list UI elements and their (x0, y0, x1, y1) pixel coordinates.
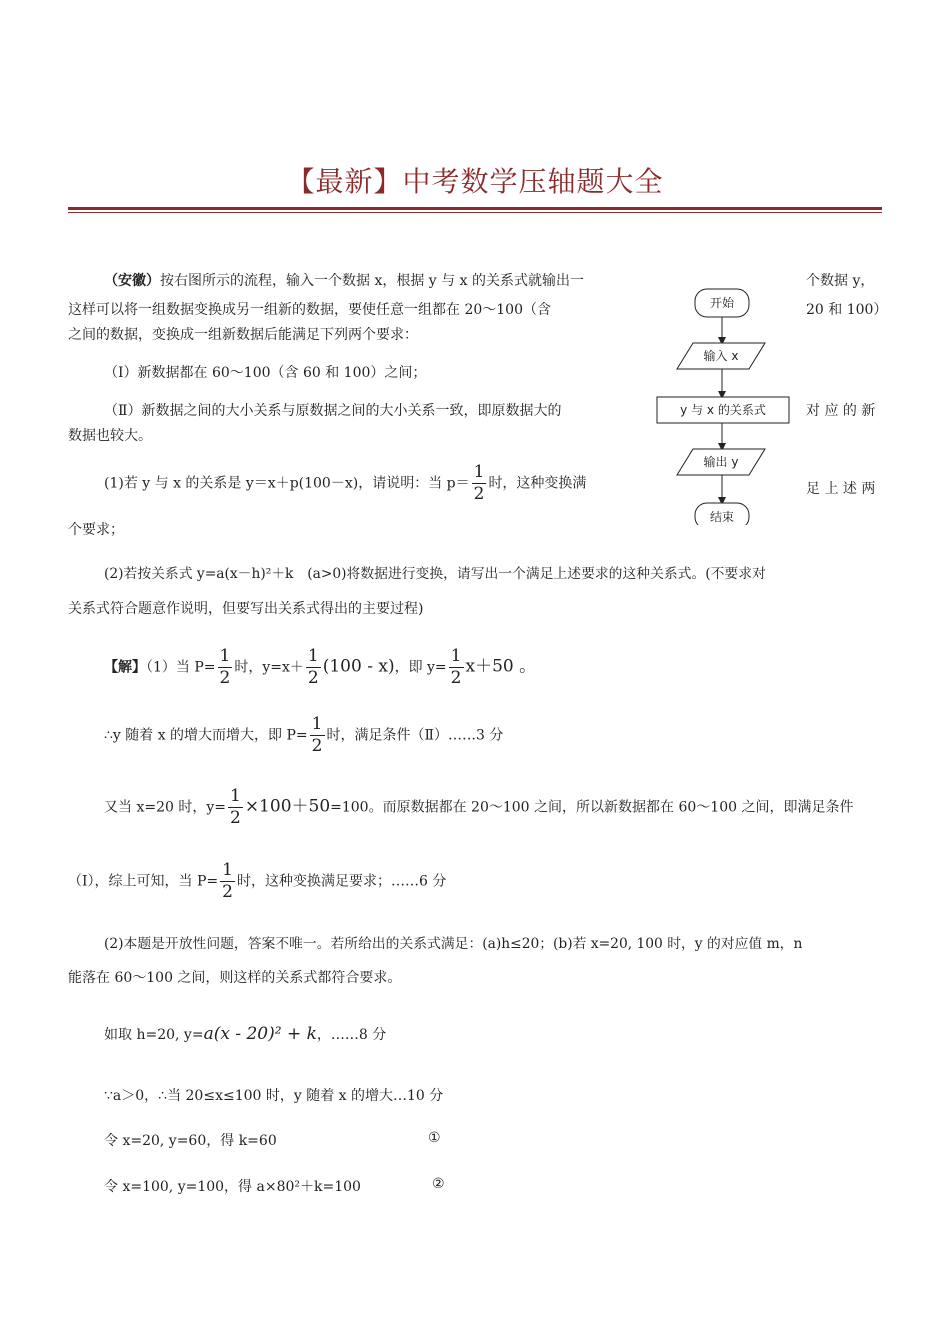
flowchart-start-label: 开始 (709, 296, 735, 310)
flowchart-output-label: 输出 y (703, 455, 739, 469)
fraction-one-half: $\frac{1}{2}$ (219, 646, 231, 688)
document-title: 【最新】中考数学压轴题大全 (286, 165, 664, 198)
question-1-right: 足 上 述 两 (806, 481, 876, 497)
problem-line-2: 这样可以将一组数据变换成另一组新的数据，要使任意一组都在 20～100（含 (68, 302, 551, 318)
solution-line-2: ∴y 随着 x 的增大而增大，即 P= $\frac{1}{2}$ 时，满足条件（Ⅱ）……3 分 (104, 714, 504, 756)
flowchart-end-label: 结束 (709, 510, 735, 524)
equation-marker-1: ① (428, 1130, 441, 1146)
fraction-one-half: $\frac{1}{2}$ (473, 462, 485, 504)
solution-line-8: 令 x=20, y=60，得 k=60 (104, 1133, 277, 1149)
problem-line-2-right: 20 和 100） (806, 302, 888, 318)
solution-line-9: 令 x=100, y=100，得 a×80²＋k=100 (104, 1179, 361, 1195)
solution-line-4: （Ⅰ），综上可知，当 P= $\frac{1}{2}$ 时，这种变换满足要求；……6 分 (68, 860, 447, 902)
title-rule-thick (68, 207, 882, 210)
solution-label: 【解】 (104, 659, 146, 676)
solution-line-5: (2)本题是开放性问题，答案不唯一。若所给出的关系式满足：(a)h≤20；(b)若 x=20, 100 时，y 的对应值 m，n (104, 936, 803, 952)
solution-line-3: 又当 x=20 时，y= $\frac{1}{2}$ ×100＋50=100。而原数据都在 20～100 之间，所以新数据都在 60～100 之间，即满足条件 (104, 786, 854, 828)
question-2: (2)若按关系式 y=a(x－h)²＋k (a>0)将数据进行变换，请写出一个满足上述要求的这种关系式。(不要求对 (104, 566, 766, 582)
question-1-cont: 个要求； (68, 522, 124, 538)
question-1: (1)若 y 与 x 的关系是 y＝x＋p(100－x)，请说明：当 p＝ $\frac{1}{2}$ 时，这种变换满 (104, 462, 587, 504)
solution-line-5-cont: 能落在 60～100 之间，则这样的关系式都符合要求。 (68, 970, 402, 986)
problem-line-1 (104, 270, 584, 290)
equation-marker-2: ② (432, 1176, 445, 1192)
title-rule-thin (68, 212, 882, 213)
problem-text: 按右图所示的流程，输入一个数据 x，根据 y 与 x 的关系式就输出一 (160, 273, 584, 289)
flowchart (655, 285, 795, 525)
solution-line-1: 【解】（1）当 P= $\frac{1}{2}$ 时，y=x＋ $\frac{1}{2}$ (100 - x)，即 y= $\frac{1}{2}$ x＋50 。 (104, 646, 537, 688)
requirement-2: （Ⅱ）新数据之间的大小关系与原数据之间的大小关系一致，即原数据大的 (104, 403, 562, 419)
flowchart-process-label: y 与 x 的关系式 (680, 403, 766, 417)
fraction-one-half: $\frac{1}{2}$ (450, 646, 462, 688)
problem-source: （安徽） (104, 273, 160, 289)
requirement-2-cont: 数据也较大。 (68, 428, 152, 444)
problem-line-1-right: 个数据 y， (806, 273, 875, 289)
fraction-one-half: $\frac{1}{2}$ (311, 714, 323, 756)
problem-line-3: 之间的数据，变换成一组新数据后能满足下列两个要求： (68, 327, 418, 343)
flowchart-input-label: 输入 x (703, 349, 739, 363)
requirement-1: （Ⅰ）新数据都在 60～100（含 60 和 100）之间； (104, 365, 427, 381)
solution-line-6: 如取 h=20, y=a(x - 20)² + k，……8 分 (104, 1024, 387, 1044)
fraction-one-half: $\frac{1}{2}$ (229, 786, 241, 828)
question-2-cont: 关系式符合题意作说明，但要写出关系式得出的主要过程) (68, 601, 424, 617)
requirement-2-right: 对 应 的 新 (806, 403, 876, 419)
formula-vertex-form: a(x - 20)² + k (203, 1024, 317, 1044)
solution-line-7: ∵a＞0，∴当 20≤x≤100 时，y 随着 x 的增大…10 分 (104, 1088, 444, 1104)
fraction-one-half: $\frac{1}{2}$ (222, 860, 233, 902)
fraction-one-half: $\frac{1}{2}$ (307, 646, 319, 688)
